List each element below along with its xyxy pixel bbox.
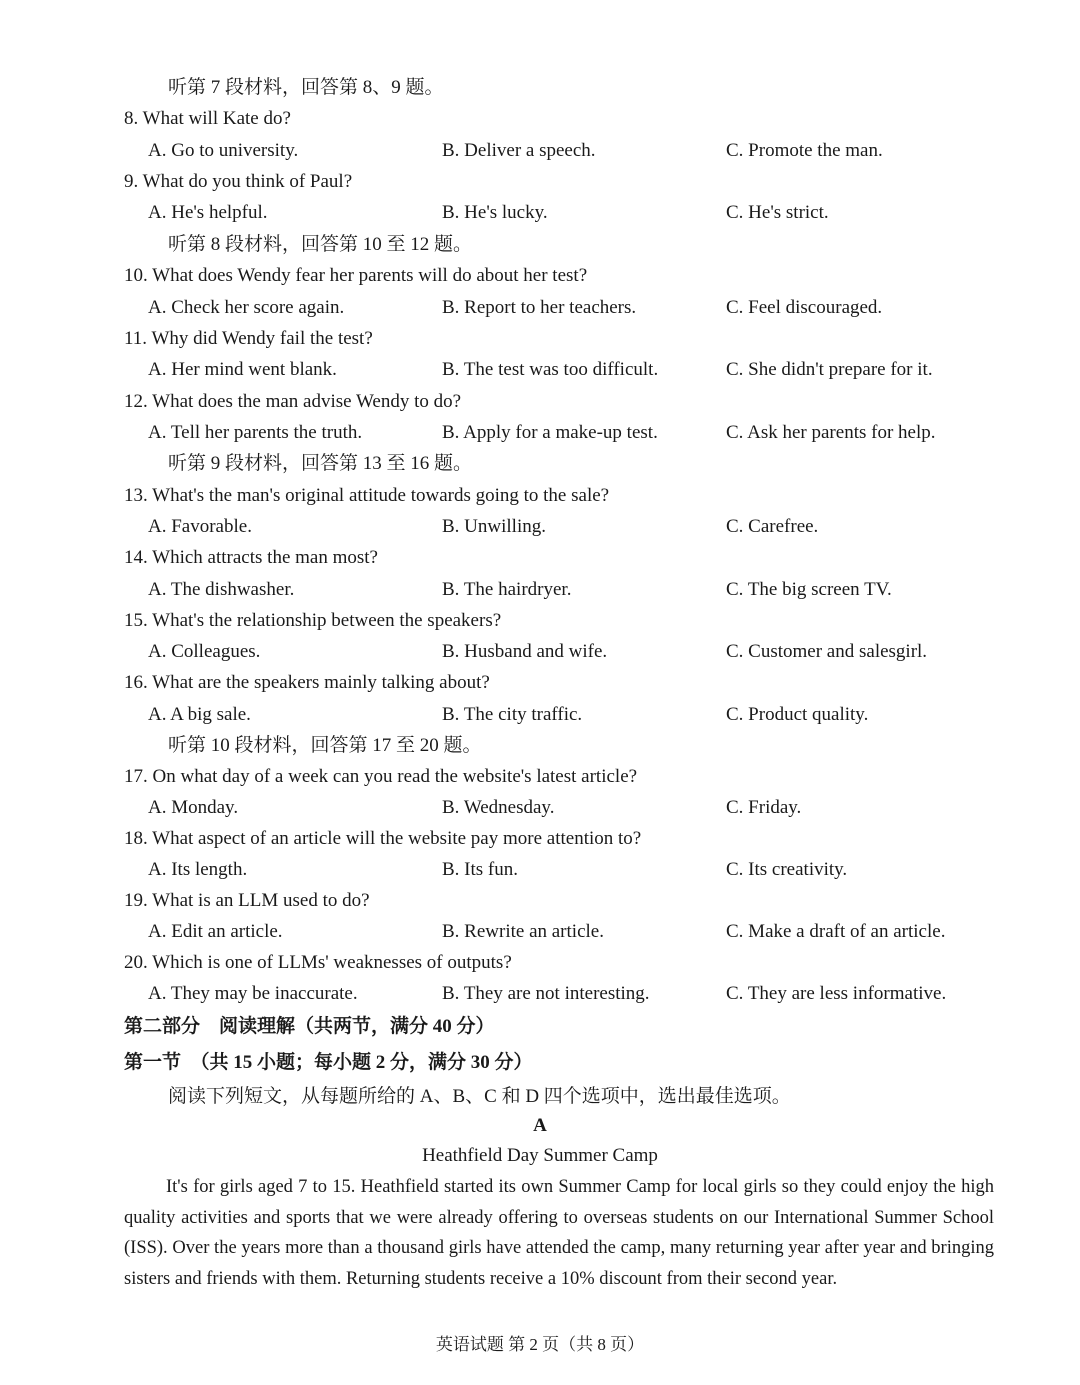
question-10-option-c: C. Feel discouraged. [726, 297, 883, 318]
passage-paragraph: It's for girls aged 7 to 15. Heathfield started its own Summer Camp for local girls so they could enjoy the high quality activities and sports that we were already offering to overseas students on our International Summer School (ISS). Over the years more than a thousand girls have attended the camp, many returning year after year and bringing sisters and friends with them. Returning students receive a 10% discount from their second year. [124, 1177, 994, 1289]
question-17-option-c: C. Friday. [726, 797, 802, 818]
question-20-option-a: A. They may be inaccurate. [148, 983, 358, 1004]
question-16-option-b: B. The city traffic. [442, 704, 583, 725]
part-two-title: 第二部分 阅读理解（共两节，满分 40 分） [124, 1016, 495, 1037]
question-8-stem: 8. What will Kate do? [124, 108, 291, 129]
question-14-stem: 14. Which attracts the man most? [124, 547, 378, 568]
question-11-option-a: A. Her mind went blank. [148, 359, 337, 380]
question-13-stem: 13. What's the man's original attitude towards going to the sale? [124, 485, 610, 506]
question-19-option-c: C. Make a draft of an article. [726, 921, 946, 942]
question-12-option-a: A. Tell her parents the truth. [148, 422, 363, 443]
section-note-10: 听第 10 段材料，回答第 17 至 20 题。 [168, 735, 482, 756]
passage-letter: A [533, 1115, 547, 1136]
page-footer: 英语试题 第 2 页（共 8 页） [435, 1335, 645, 1354]
question-14-option-b: B. The hairdryer. [442, 579, 572, 600]
passage-title: Heathfield Day Summer Camp [422, 1145, 658, 1166]
question-15-option-c: C. Customer and salesgirl. [726, 641, 928, 662]
question-17-option-b: B. Wednesday. [442, 797, 555, 818]
question-14-option-a: A. The dishwasher. [148, 579, 295, 600]
question-16-option-a: A. A big sale. [148, 704, 251, 725]
question-13-option-b: B. Unwilling. [442, 516, 546, 537]
question-15-option-b: B. Husband and wife. [442, 641, 608, 662]
question-13-option-a: A. Favorable. [148, 516, 252, 537]
question-10-option-a: A. Check her score again. [148, 297, 345, 318]
question-13-option-c: C. Carefree. [726, 516, 819, 537]
question-12-option-c: C. Ask her parents for help. [726, 422, 936, 443]
question-18-option-c: C. Its creativity. [726, 859, 848, 880]
question-15-option-a: A. Colleagues. [148, 641, 261, 662]
question-16-option-c: C. Product quality. [726, 704, 869, 725]
question-10-option-b: B. Report to her teachers. [442, 297, 637, 318]
question-9-option-c: C. He's strict. [726, 202, 829, 223]
question-8-option-c: C. Promote the man. [726, 140, 883, 161]
question-19-stem: 19. What is an LLM used to do? [124, 890, 370, 911]
question-20-option-b: B. They are not interesting. [442, 983, 650, 1004]
question-18-stem: 18. What aspect of an article will the website pay more attention to? [124, 828, 642, 849]
section-one-title: 第一节 （共 15 小题；每小题 2 分，满分 30 分） [124, 1052, 533, 1073]
question-18-option-a: A. Its length. [148, 859, 248, 880]
reading-instruction: 阅读下列短文，从每题所给的 A、B、C 和 D 四个选项中，选出最佳选项。 [168, 1086, 791, 1107]
question-14-option-c: C. The big screen TV. [726, 579, 892, 600]
question-11-option-c: C. She didn't prepare for it. [726, 359, 933, 380]
question-11-stem: 11. Why did Wendy fail the test? [124, 328, 373, 349]
question-15-stem: 15. What's the relationship between the speakers? [124, 610, 502, 631]
question-20-option-c: C. They are less informative. [726, 983, 947, 1004]
question-17-stem: 17. On what day of a week can you read the website's latest article? [124, 766, 638, 787]
section-note-7: 听第 7 段材料，回答第 8、9 题。 [168, 77, 444, 98]
question-12-option-b: B. Apply for a make-up test. [442, 422, 658, 443]
question-8-option-b: B. Deliver a speech. [442, 140, 596, 161]
question-9-option-a: A. He's helpful. [148, 202, 268, 223]
section-note-9: 听第 9 段材料，回答第 13 至 16 题。 [168, 453, 473, 474]
question-9-option-b: B. He's lucky. [442, 202, 548, 223]
question-19-option-a: A. Edit an article. [148, 921, 283, 942]
question-20-stem: 20. Which is one of LLMs' weaknesses of outputs? [124, 952, 512, 973]
section-note-8: 听第 8 段材料，回答第 10 至 12 题。 [168, 234, 473, 255]
question-17-option-a: A. Monday. [148, 797, 239, 818]
question-10-stem: 10. What does Wendy fear her parents will do about her test? [124, 265, 588, 286]
question-8-option-a: A. Go to university. [148, 140, 299, 161]
question-19-option-b: B. Rewrite an article. [442, 921, 604, 942]
question-12-stem: 12. What does the man advise Wendy to do? [124, 391, 462, 412]
question-11-option-b: B. The test was too difficult. [442, 359, 659, 380]
question-18-option-b: B. Its fun. [442, 859, 518, 880]
question-9-stem: 9. What do you think of Paul? [124, 171, 353, 192]
question-16-stem: 16. What are the speakers mainly talking about? [124, 672, 490, 693]
